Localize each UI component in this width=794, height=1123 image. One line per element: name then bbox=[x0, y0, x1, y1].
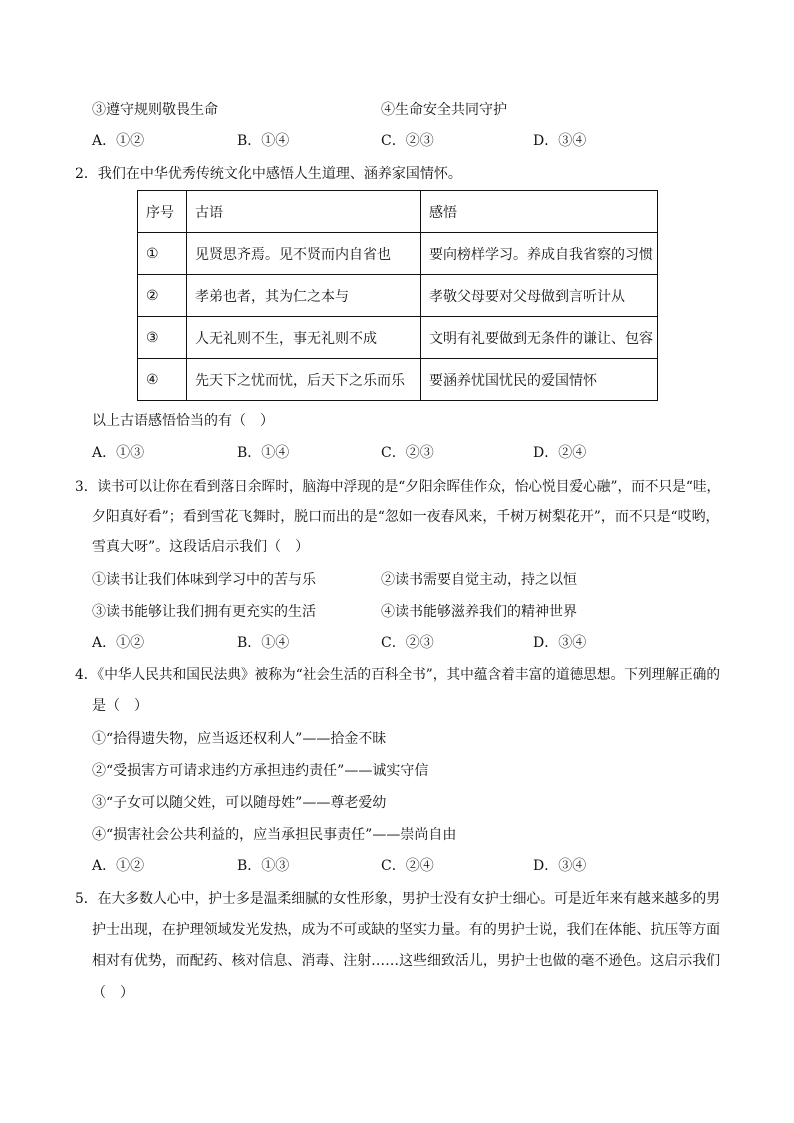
q1-option-a[interactable]: A．①② bbox=[92, 133, 145, 149]
q5-stem-line-2: 护士出现，在护理领域发光发热，成为不可或缺的坚实力量。有的男护士说，我们在体能、抗压等方面 bbox=[92, 922, 721, 938]
q2-stem: 2．我们在中华优秀传统文化中感悟人生道理、涵养家国情怀。 bbox=[75, 166, 462, 182]
q2-table bbox=[137, 190, 658, 401]
q1-statement-3: ③遵守规则敬畏生命 bbox=[92, 102, 218, 118]
table-header-cell: 古语 bbox=[187, 191, 421, 233]
q4-option-c[interactable]: C．②④ bbox=[381, 858, 434, 874]
table-row bbox=[138, 275, 658, 317]
q2-question: 以上古语感悟恰当的有（ ） bbox=[92, 413, 274, 429]
q5-stem-line-1: 5．在大多数人心中，护士多是温柔细腻的女性形象，男护士没有女护士细心。可是近年来有越来越多的男 bbox=[75, 891, 721, 907]
table-header-row bbox=[138, 191, 658, 233]
q4-stem-line-2: 是（ ） bbox=[92, 698, 148, 714]
q3-option-c[interactable]: C．②③ bbox=[381, 635, 434, 651]
q3-statement-2: ②读书需要自觉主动，持之以恒 bbox=[381, 572, 577, 588]
table-header-cell: 感悟 bbox=[421, 191, 658, 233]
table-cell: 人无礼则不生，事无礼则不成 bbox=[187, 317, 421, 359]
table-cell: 文明有礼要做到无条件的谦让、包容 bbox=[421, 317, 658, 359]
q5-stem-line-4: （ ） bbox=[92, 985, 134, 1001]
q2-option-a[interactable]: A．①③ bbox=[92, 445, 145, 461]
q3-statement-4: ④读书能够滋养我们的精神世界 bbox=[381, 604, 577, 620]
q4-option-a[interactable]: A．①② bbox=[92, 858, 145, 874]
table-cell: 要涵养忧国忧民的爱国情怀 bbox=[421, 359, 658, 401]
q3-stem-line-3: 雪真大呀”。这段话启示我们（ ） bbox=[92, 539, 310, 555]
q1-option-d[interactable]: D．③④ bbox=[533, 133, 587, 149]
q3-statement-1: ①读书让我们体味到学习中的苦与乐 bbox=[92, 572, 316, 588]
table-cell: 孝敬父母要对父母做到言听计从 bbox=[421, 275, 658, 317]
q4-stem-line-1: 4．《中华人民共和国民法典》被称为“社会生活的百科全书”，其中蕴含着丰富的道德思想。下列理解正确的 bbox=[75, 667, 721, 683]
q3-option-d[interactable]: D．③④ bbox=[533, 635, 587, 651]
q4-option-d[interactable]: D．③④ bbox=[533, 858, 587, 874]
q5-stem-line-3: 相对有优势，而配药、核对信息、消毒、注射……这些细致活儿，男护士也做的毫不逊色。这启示我们 bbox=[92, 953, 721, 969]
table-cell: 见贤思齐焉。见不贤而内自省也 bbox=[187, 233, 421, 275]
q2-option-c[interactable]: C．②③ bbox=[381, 445, 434, 461]
q4-statement-3: ③“子女可以随父姓，可以随母姓”——尊老爱幼 bbox=[92, 795, 387, 811]
table-header-cell: 序号 bbox=[138, 191, 187, 233]
table-cell: ③ bbox=[138, 317, 187, 359]
q3-stem-line-2: 夕阳真好看”；看到雪花飞舞时，脱口而出的是“忽如一夜春风来，千树万树梨花开”，而不只是“哎哟， bbox=[92, 509, 720, 525]
table-cell: 要向榜样学习。养成自我省察的习惯 bbox=[421, 233, 658, 275]
table-cell: 先天下之忧而忧，后天下之乐而乐 bbox=[187, 359, 421, 401]
q3-statement-3: ③读书能够让我们拥有更充实的生活 bbox=[92, 604, 316, 620]
q1-option-c[interactable]: C．②③ bbox=[381, 133, 434, 149]
q3-option-a[interactable]: A．①② bbox=[92, 635, 145, 651]
q3-stem-line-1: 3．读书可以让你在看到落日余晖时，脑海中浮现的是“夕阳余晖佳作众，怡心悦目爱心融”，而不只是“哇， bbox=[75, 479, 721, 495]
table-cell: ② bbox=[138, 275, 187, 317]
table-row bbox=[138, 317, 658, 359]
q2-option-d[interactable]: D．②④ bbox=[533, 445, 587, 461]
table-cell: 孝弟也者，其为仁之本与 bbox=[187, 275, 421, 317]
table-row bbox=[138, 359, 658, 401]
q1-option-b[interactable]: B．①④ bbox=[237, 133, 290, 149]
table-row bbox=[138, 233, 658, 275]
q3-option-b[interactable]: B．①④ bbox=[237, 635, 290, 651]
q4-statement-2: ②“受损害方可请求违约方承担违约责任”——诚实守信 bbox=[92, 763, 429, 779]
q4-option-b[interactable]: B．①③ bbox=[237, 858, 290, 874]
q2-option-b[interactable]: B．①④ bbox=[237, 445, 290, 461]
q4-statement-4: ④“损害社会公共利益的，应当承担民事责任”——崇尚自由 bbox=[92, 827, 457, 843]
table-cell: ④ bbox=[138, 359, 187, 401]
q4-statement-1: ①“拾得遗失物，应当返还权利人”——拾金不昧 bbox=[92, 731, 387, 747]
q1-statement-4: ④生命安全共同守护 bbox=[381, 102, 507, 118]
table-cell: ① bbox=[138, 233, 187, 275]
